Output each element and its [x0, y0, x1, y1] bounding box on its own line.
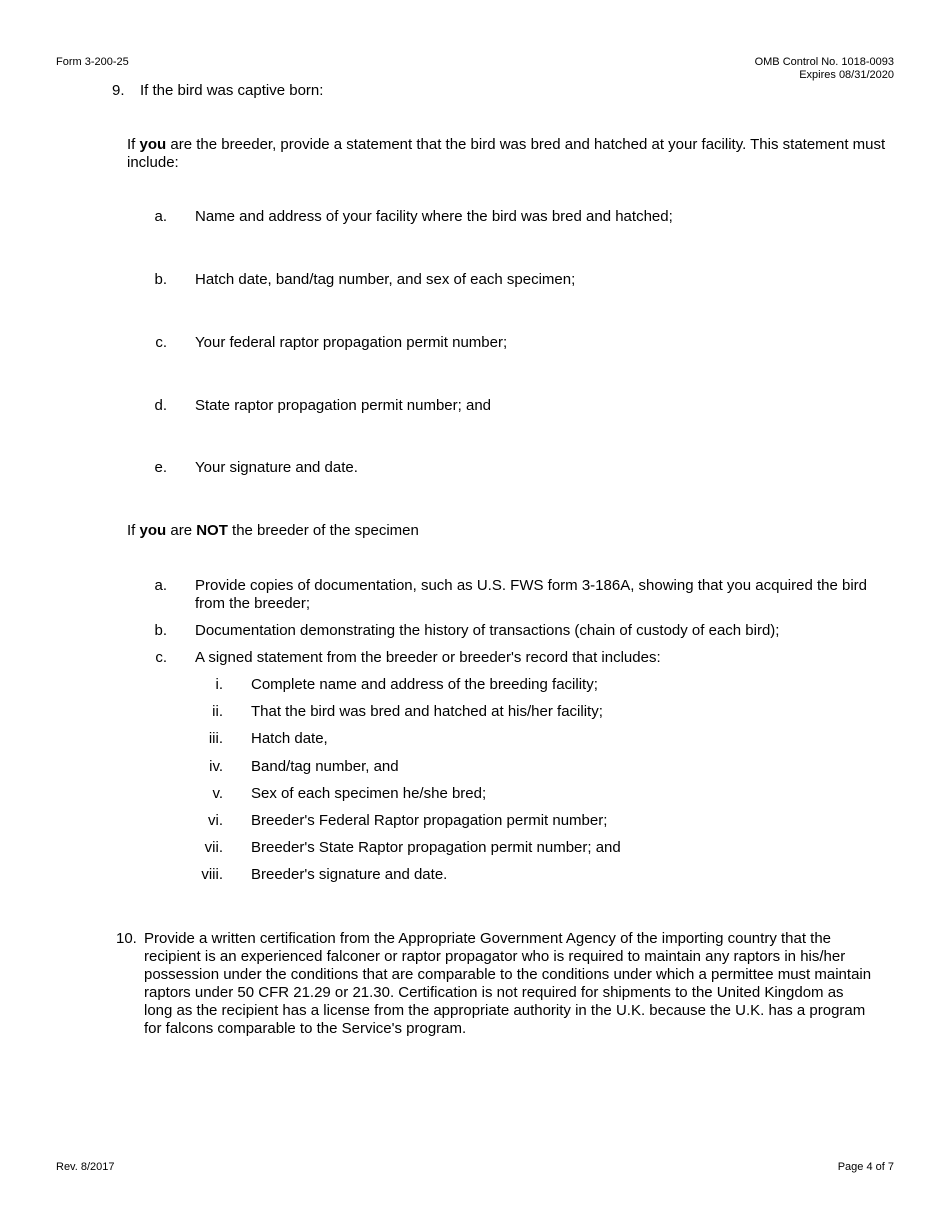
sub-item: Complete name and address of the breeding facility;	[251, 676, 598, 693]
sub-item: Breeder's Federal Raptor propagation permit number;	[251, 812, 608, 829]
item-10-text	[144, 930, 924, 1038]
list-item: Your federal raptor propagation permit number;	[195, 334, 508, 351]
omb-control-number: OMB Control No. 1018-0093	[754, 56, 894, 68]
list-item: State raptor propagation permit number; and	[195, 397, 492, 414]
list-item: Your signature and date.	[195, 459, 358, 476]
list-item: A signed statement from the breeder or breeder's record that includes:	[195, 649, 661, 666]
list-item-label: a.	[154, 577, 167, 594]
omb-control-block	[755, 56, 894, 82]
not-breeder-intro: If you are NOT the breeder of the specimen	[127, 522, 419, 539]
sub-item-label: iii.	[208, 730, 223, 747]
revision-date: Rev. 8/2017	[56, 1161, 115, 1173]
sub-item: That the bird was bred and hatched at his/her facility;	[251, 703, 603, 720]
sub-item-label: vii.	[204, 839, 223, 856]
sub-item: Hatch date,	[251, 730, 328, 747]
paragraph-line: possession under the conditions that are comparable to the conditions under which a permittee must maintain	[144, 966, 872, 983]
item-9-number: 9.	[112, 82, 125, 99]
paragraph-line: for falcons comparable to the Service's program.	[144, 1020, 467, 1037]
list-item-label: e.	[154, 459, 167, 476]
sub-item-label: i.	[215, 676, 223, 693]
sub-item: Breeder's signature and date.	[251, 866, 448, 883]
sub-item-label: v.	[212, 785, 223, 802]
sub-item-label: vi.	[208, 812, 223, 829]
sub-item-label: ii.	[212, 703, 223, 720]
page-number: Page 4 of 7	[837, 1161, 894, 1173]
list-item: Provide copies of documentation, such as U.S. FWS form 3-186A, showing that you acquired the bird from the breeder;	[195, 577, 868, 612]
list-item-label: a.	[154, 208, 167, 225]
paragraph-line: recipient is an experienced falconer or raptor propagator who is required to maintain any raptors in his/her	[144, 948, 846, 965]
paragraph-line: raptors under 50 CFR 21.29 or 21.30. Certification is not required for shipments to the United Kingdom as	[144, 984, 844, 1001]
item-10-number: 10.	[116, 930, 137, 947]
list-item: Documentation demonstrating the history of transactions (chain of custody of each bird);	[195, 622, 780, 639]
list-item: Name and address of your facility where the bird was bred and hatched;	[195, 208, 673, 225]
breeder-intro: If you are the breeder, provide a statement that the bird was bred and hatched at your facility. This statement must include:	[127, 136, 886, 171]
expiration-date: Expires 08/31/2020	[799, 69, 894, 81]
sub-item: Sex of each specimen he/she bred;	[251, 785, 487, 802]
sub-item-label: viii.	[201, 866, 223, 883]
paragraph-line: Provide a written certification from the Appropriate Government Agency of the importing country that the	[144, 930, 832, 947]
list-item: Hatch date, band/tag number, and sex of each specimen;	[195, 271, 576, 288]
list-item-label: d.	[154, 397, 167, 414]
sub-item: Band/tag number, and	[251, 758, 399, 775]
item-9-text: If the bird was captive born:	[140, 82, 324, 99]
paragraph-line: long as the recipient has a license from the appropriate authority in the U.K. because the U.K. has a program	[144, 1002, 866, 1019]
sub-item: Breeder's State Raptor propagation permit number; and	[251, 839, 621, 856]
sub-item-label: iv.	[209, 758, 223, 775]
list-item-label: b.	[154, 622, 167, 639]
list-item-label: c.	[155, 334, 167, 351]
list-item-label: c.	[155, 649, 167, 666]
list-item-label: b.	[154, 271, 167, 288]
form-number: Form 3-200-25	[56, 56, 129, 68]
